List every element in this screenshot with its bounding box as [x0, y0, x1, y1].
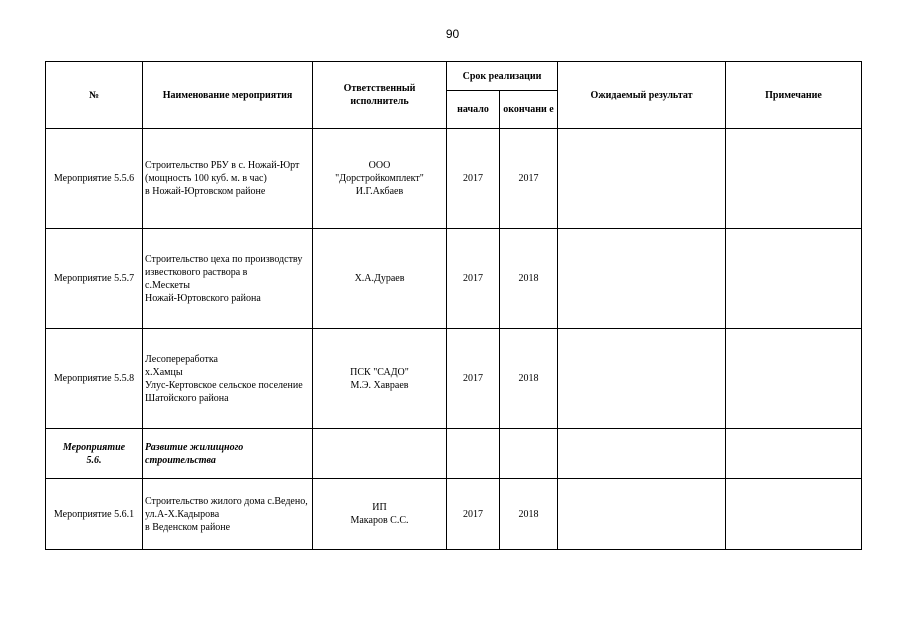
- row-start: 2017: [447, 479, 500, 550]
- header-name: Наименование мероприятия: [143, 62, 313, 129]
- row-note: [726, 129, 862, 229]
- row-executor: Х.А.Дураев: [313, 229, 447, 329]
- row-name: Строительство РБУ в с. Ножай-Юрт (мощность 100 куб. м. в час) в Ножай-Юртовском районе: [143, 129, 313, 229]
- header-num: №: [46, 62, 143, 129]
- header-executor: Ответственный исполнитель: [313, 62, 447, 129]
- row-result: [558, 229, 726, 329]
- row-number: Мероприятие 5.5.8: [46, 329, 143, 429]
- row-end: 2018: [500, 229, 558, 329]
- row-name: Лесопереработка х.Хамцы Улус-Кертовское сельское поселение Шатойского района: [143, 329, 313, 429]
- row-number: Мероприятие 5.6.1: [46, 479, 143, 550]
- row-start: 2017: [447, 129, 500, 229]
- header-end: окончани е: [500, 91, 558, 129]
- row-start: 2017: [447, 329, 500, 429]
- header-note: Примечание: [726, 62, 862, 129]
- row-result: [558, 429, 726, 479]
- plan-table: [45, 61, 862, 550]
- row-start: [447, 429, 500, 479]
- row-result: [558, 129, 726, 229]
- table-row: [46, 229, 862, 329]
- header-period: Срок реализации: [447, 62, 558, 91]
- header-start: начало: [447, 91, 500, 129]
- row-name: Строительство цеха по производству известкового раствора в с.Мескеты Ножай-Юртовского района: [143, 229, 313, 329]
- section-name: Развитие жилищного строительства: [143, 429, 313, 479]
- page-number: 90: [445, 27, 460, 41]
- row-end: 2018: [500, 479, 558, 550]
- row-result: [558, 479, 726, 550]
- row-note: [726, 229, 862, 329]
- header-row: [46, 62, 862, 91]
- table-row: [46, 329, 862, 429]
- row-end: [500, 429, 558, 479]
- row-end: 2018: [500, 329, 558, 429]
- header-result: Ожидаемый результат: [558, 62, 726, 129]
- row-note: [726, 429, 862, 479]
- row-executor: ИП Макаров С.С.: [313, 479, 447, 550]
- row-name: Строительство жилого дома с.Ведено, ул.А-Х.Кадырова в Веденском районе: [143, 479, 313, 550]
- section-number: Мероприятие 5.6.: [46, 429, 143, 479]
- section-row: [46, 429, 862, 479]
- row-executor: ПСК "САДО" М.Э. Хавраев: [313, 329, 447, 429]
- row-number: Мероприятие 5.5.7: [46, 229, 143, 329]
- row-note: [726, 329, 862, 429]
- row-end: 2017: [500, 129, 558, 229]
- row-executor: ООО "Дорстройкомплект" И.Г.Акбаев: [313, 129, 447, 229]
- row-note: [726, 479, 862, 550]
- row-number: Мероприятие 5.5.6: [46, 129, 143, 229]
- row-result: [558, 329, 726, 429]
- row-executor: [313, 429, 447, 479]
- table-row: [46, 129, 862, 229]
- row-start: 2017: [447, 229, 500, 329]
- table-row: [46, 479, 862, 550]
